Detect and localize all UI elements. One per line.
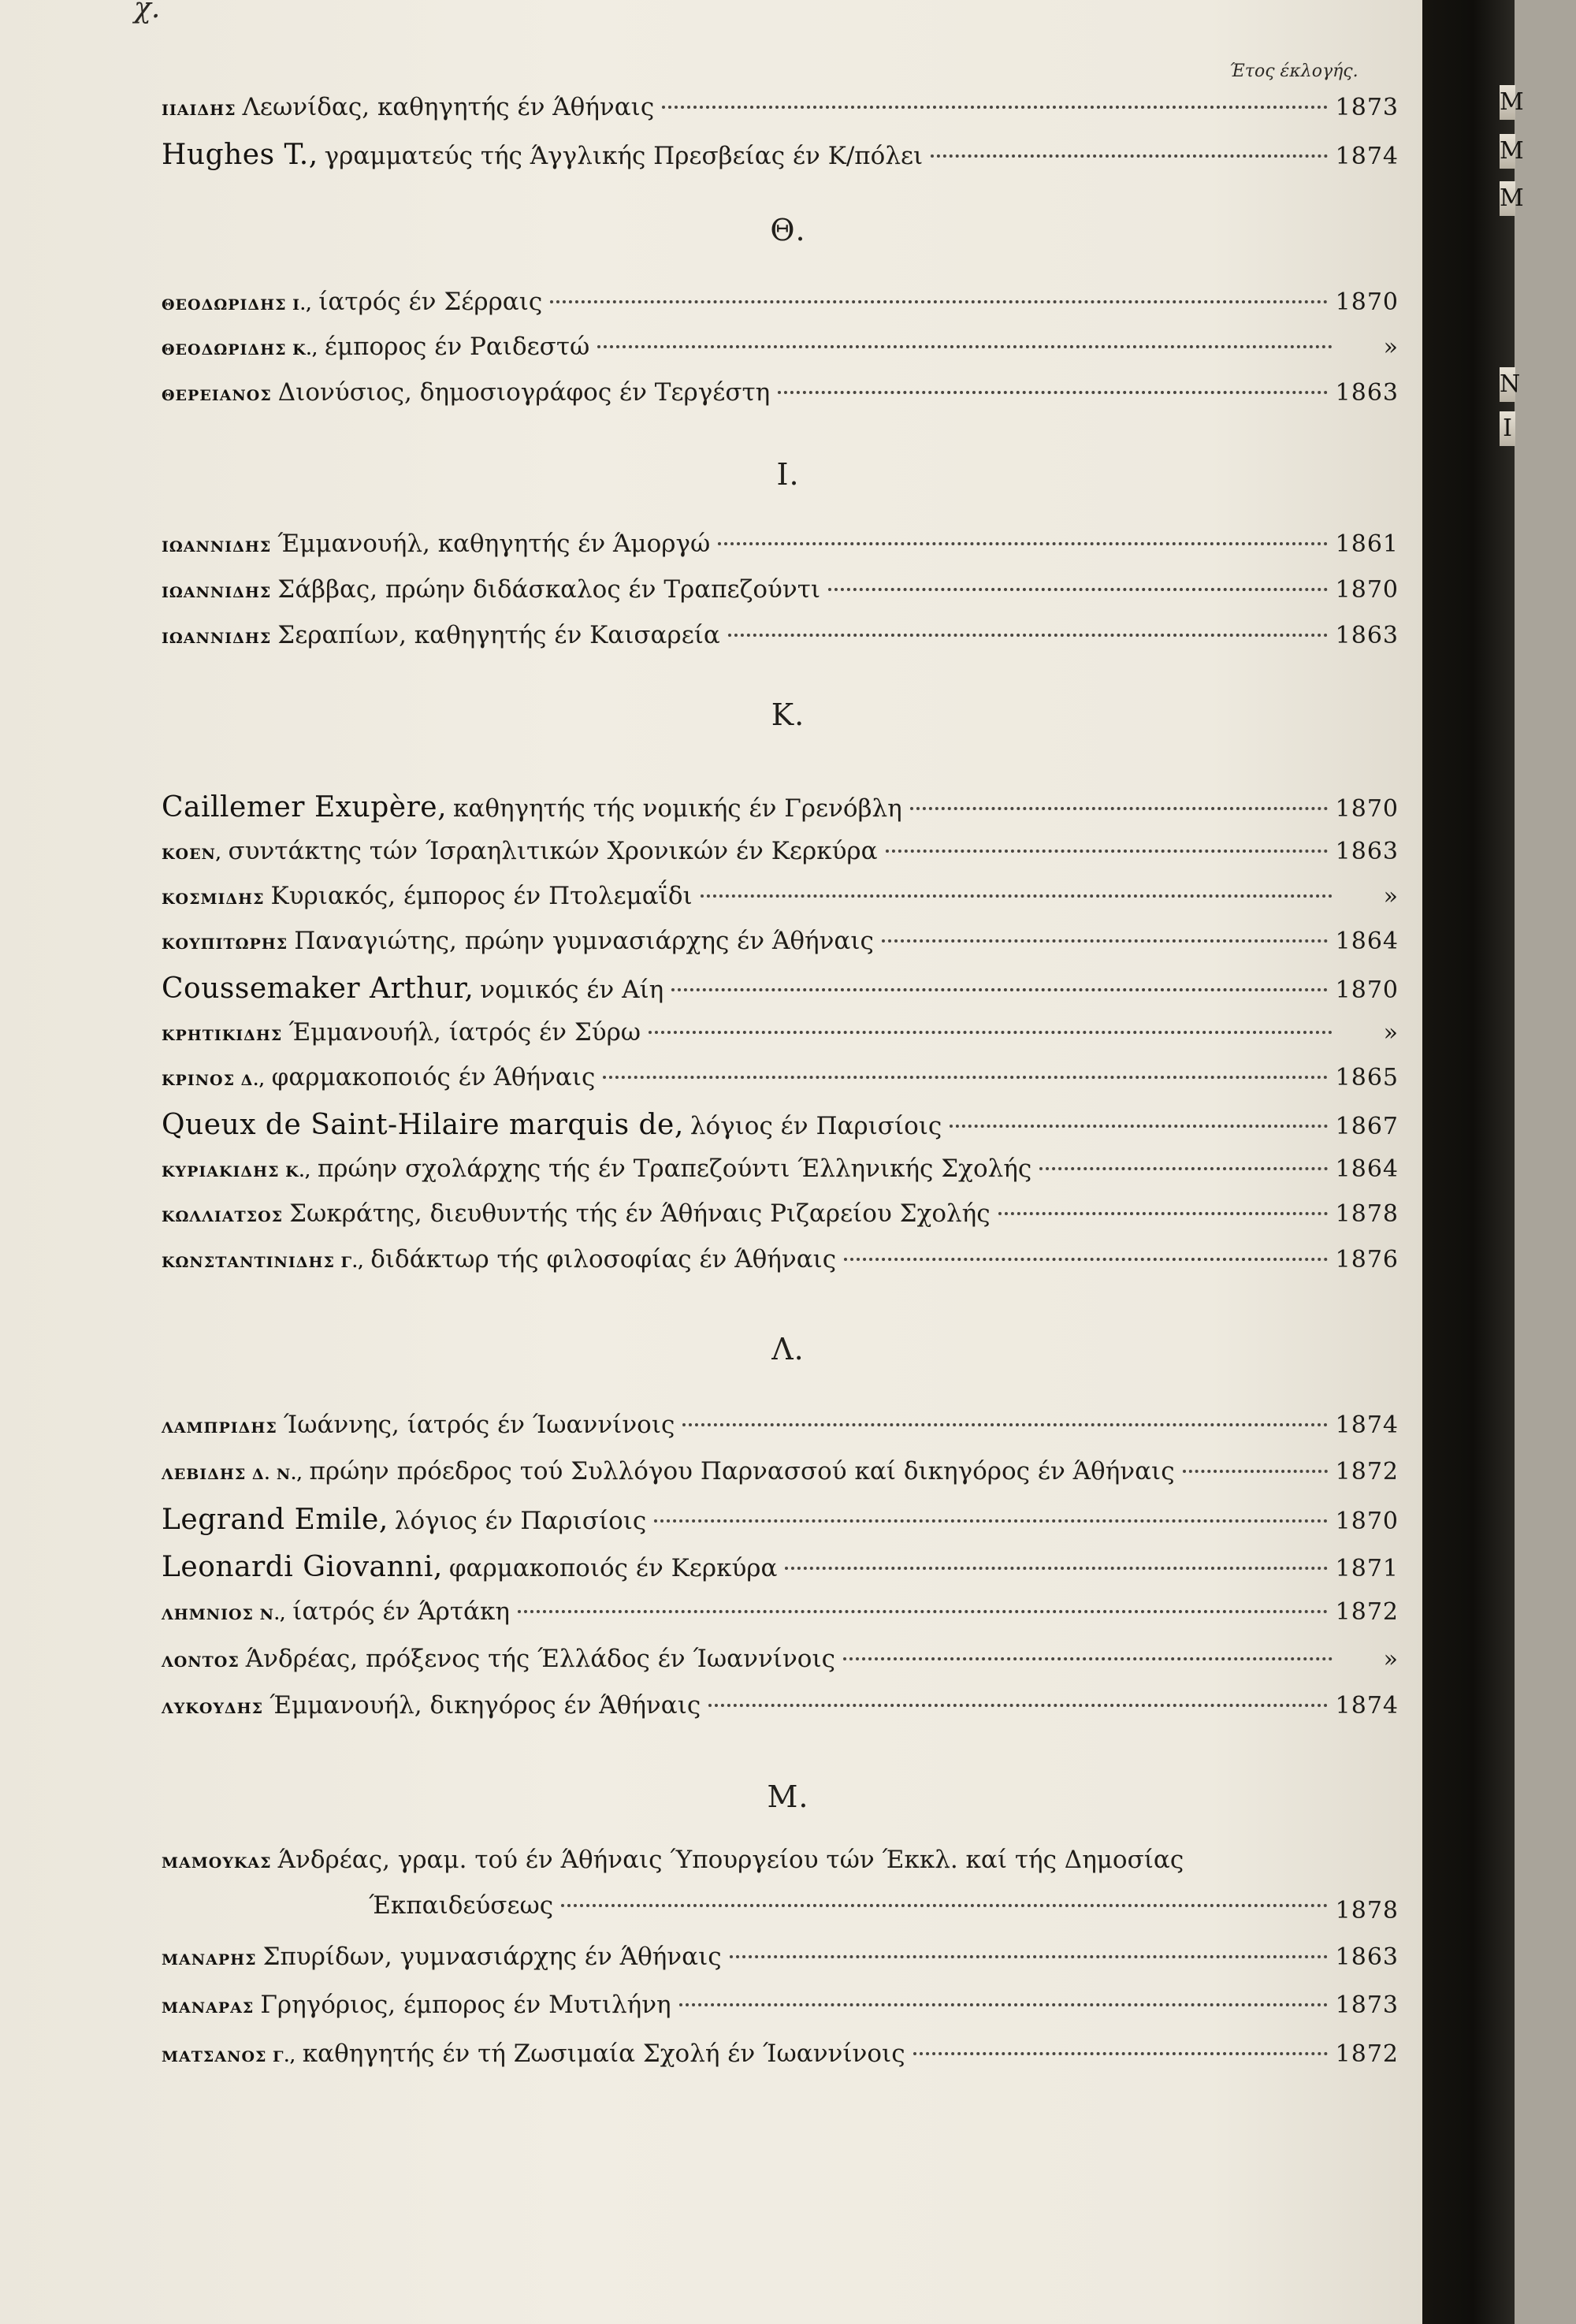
entry-surname: ΚΟΣΜΙΔΗΣ: [162, 891, 265, 908]
list-item: [162, 1597, 1399, 1642]
entry-year: 1870: [1335, 976, 1399, 1004]
dot-leader: [1183, 1469, 1328, 1473]
entry-description: Άνδρέας, πρόξενος τής Έλλάδος έν Ίωαννίνοις: [245, 1645, 835, 1673]
section-letter-theta: Θ.: [770, 213, 806, 247]
list-item: [162, 1063, 1399, 1107]
section-letter-iota: I.: [776, 457, 800, 492]
entry-description: Έμμανουήλ, καθηγητής έν Άμοργώ: [277, 530, 711, 558]
dot-leader: [679, 2002, 1328, 2006]
list-item: [162, 2040, 1399, 2084]
entry-description: Σπυρίδων, γυμνασιάρχης έν Άθήναις: [262, 1943, 722, 1971]
dot-leader: [998, 1211, 1328, 1215]
list-item: [162, 288, 1399, 332]
entry-surname: Legrand Emile,: [162, 1504, 388, 1536]
entry-description: Σάββας, πρώην διδάσκαλος έν Τραπεζούντι: [277, 575, 821, 604]
list-item: [162, 927, 1399, 971]
entry-description: Έμμανουήλ, ίατρός έν Σύρω: [288, 1018, 641, 1047]
bleed-letter: M: [1500, 181, 1515, 216]
entry-description: Διονύσιος, δημοσιογράφος έν Τεργέστη: [277, 378, 771, 407]
entry-surname: ΛΥΚΟΥΔΗΣ: [162, 1700, 264, 1717]
entry-year: 1870: [1335, 576, 1399, 604]
entry-description: νομικός έν Αίη: [480, 976, 664, 1004]
entry-surname: ΜΑΤΣΑΝΟΣ Γ.,: [162, 2048, 296, 2066]
corner-mark: χ.: [134, 0, 161, 24]
entry-surname: Caillemer Exupère,: [162, 791, 448, 824]
entry-description: καθηγητής τής νομικής έν Γρενόβλη: [453, 794, 902, 823]
dot-leader: [843, 1657, 1333, 1660]
list-item: [162, 139, 1399, 183]
column-header-year-of-election: Έτος έκλογής.: [1229, 61, 1359, 81]
entry-surname: Queux de Saint-Hilaire marquis de,: [162, 1109, 684, 1141]
entry-surname: ΙΩΑΝΝΙΔΗΣ: [162, 630, 272, 647]
entry-description: φαρμακοποιός έν Άθήναις: [271, 1063, 596, 1091]
entry-description: φαρμακοποιός έν Κερκύρα: [448, 1554, 778, 1582]
entry-surname: Leonardi Giovanni,: [162, 1551, 443, 1583]
bleed-letter: N: [1500, 367, 1515, 402]
entry-year: 1872: [1335, 1598, 1399, 1626]
dot-leader: [718, 541, 1327, 545]
entry-surname: ΛΟΝΤΟΣ: [162, 1653, 240, 1671]
list-item: [162, 1411, 1399, 1455]
list-item: [162, 1991, 1399, 2035]
entry-year: 1873: [1335, 1991, 1399, 2019]
dot-leader: [671, 987, 1327, 991]
list-item: [162, 1691, 1399, 1735]
entry-description: συντάκτης τών Ίσραηλιτικών Χρονικών έν Κερκύρα: [228, 837, 878, 865]
dot-leader: [931, 154, 1327, 158]
entry-description: ίατρός έν Άρτάκη: [292, 1597, 510, 1626]
entry-description: Έμμανουήλ, δικηγόρος έν Άθήναις: [269, 1691, 701, 1720]
list-item: [162, 791, 1399, 835]
dot-leader: [682, 1422, 1327, 1426]
entry-description: λόγιος έν Παρισίοις: [690, 1112, 942, 1140]
entry-year: 1871: [1335, 1555, 1399, 1582]
entry-year: »: [1383, 1019, 1399, 1047]
list-item: [162, 575, 1399, 619]
entry-year: 1874: [1335, 143, 1399, 170]
entry-surname: ΛΗΜΝΙΟΣ Ν.,: [162, 1606, 287, 1623]
entry-surname: Hughes T.,: [162, 139, 318, 171]
entry-description: ίατρός έν Σέρραις: [318, 288, 543, 316]
entry-surname: ΘΕΟΔΩΡΙΔΗΣ Κ.,: [162, 341, 318, 359]
dot-leader: [828, 587, 1328, 591]
dot-leader: [728, 633, 1328, 637]
list-item: [162, 1109, 1399, 1153]
entry-year: 1861: [1335, 530, 1399, 558]
dot-leader: [910, 806, 1328, 810]
entry-surname: ΘΕΟΔΩΡΙΔΗΣ Ι.,: [162, 296, 313, 314]
bleed-letter: M: [1500, 85, 1515, 120]
list-item: [162, 1018, 1399, 1062]
entry-year: 1872: [1335, 1458, 1399, 1486]
entry-year: 1874: [1335, 1411, 1399, 1439]
list-item: [162, 837, 1399, 881]
entry-surname: ΜΑΝΑΡΗΣ: [162, 1951, 257, 1969]
dot-leader: [844, 1257, 1327, 1261]
entry-year: 1878: [1335, 1897, 1399, 1924]
dot-leader: [708, 1703, 1327, 1707]
entry-surname: ΙΩΑΝΝΙΔΗΣ: [162, 584, 272, 601]
entry-description: Κυριακός, έμπορος έν Πτολεμαΐδι: [270, 882, 693, 910]
list-item: [162, 1943, 1399, 1987]
entry-surname: ΚΡΙΝΟΣ Δ.,: [162, 1072, 266, 1089]
list-item: [162, 1645, 1399, 1689]
entry-year: 1876: [1335, 1246, 1399, 1274]
entry-year: »: [1383, 1645, 1399, 1673]
entry-surname: ΛΑΜΠΡΙΔΗΣ: [162, 1419, 277, 1437]
entry-description: έμπορος έν Ραιδεστώ: [324, 333, 590, 361]
entry-description: Λεωνίδας, καθηγητής έν Άθήναις: [242, 93, 655, 121]
entry-surname: ΚΥΡΙΑΚΙΔΗΣ Κ.,: [162, 1163, 311, 1181]
entry-year: 1870: [1335, 795, 1399, 823]
list-item-continuation: [362, 1891, 1399, 1935]
entry-description: λόγιος έν Παρισίοις: [394, 1507, 647, 1535]
entry-description: γραμματεύς τής Άγγλικής Πρεσβείας έν Κ/πόλει: [324, 142, 924, 170]
dot-leader: [654, 1519, 1327, 1523]
dot-leader: [701, 894, 1333, 898]
dot-leader: [778, 390, 1327, 394]
entry-year: 1863: [1335, 622, 1399, 649]
list-item: [162, 530, 1399, 574]
entry-surname: ΙΩΑΝΝΙΔΗΣ: [162, 538, 272, 556]
entry-surname: ΛΕΒΙΔΗΣ Δ. Ν.,: [162, 1466, 303, 1483]
entry-description: πρώην πρόεδρος τού Συλλόγου Παρνασσού καί δικηγόρος έν Άθήναις: [309, 1457, 1175, 1486]
entry-surname: ΚΩΝΣΤΑΝΤΙΝΙΔΗΣ Γ.,: [162, 1254, 365, 1271]
entry-year: »: [1383, 333, 1399, 361]
dot-leader: [597, 344, 1333, 348]
entry-year: 1867: [1335, 1113, 1399, 1140]
list-item: [162, 1155, 1399, 1199]
entry-year: 1870: [1335, 1508, 1399, 1535]
list-item: [162, 93, 1399, 137]
section-letter-mu: M.: [767, 1779, 809, 1814]
list-item: [162, 882, 1399, 926]
list-item: [162, 1245, 1399, 1289]
entry-surname: ΚΡΗΤΙΚΙΔΗΣ: [162, 1027, 283, 1044]
list-item: [162, 1504, 1399, 1548]
dot-leader: [662, 105, 1327, 109]
entry-year: 1864: [1335, 928, 1399, 955]
entry-year: 1863: [1335, 838, 1399, 865]
section-letter-lambda: Λ.: [771, 1332, 805, 1367]
entry-year: 1874: [1335, 1692, 1399, 1720]
entry-description-continuation: Έκπαιδεύσεως: [369, 1891, 554, 1920]
list-item: [162, 621, 1399, 665]
list-item: [162, 1846, 1399, 1890]
dot-leader: [603, 1075, 1327, 1079]
entry-year: 1873: [1335, 94, 1399, 121]
list-item: [162, 972, 1399, 1017]
dot-leader: [886, 849, 1328, 853]
entry-surname: ΘΕΡΕΙΑΝΟΣ: [162, 387, 272, 404]
entry-year: 1863: [1335, 379, 1399, 407]
entry-surname: ΜΑΝΑΡΑΣ: [162, 1999, 255, 2017]
entry-year: 1865: [1335, 1064, 1399, 1091]
dot-leader: [550, 299, 1327, 303]
entry-year: 1872: [1335, 2040, 1399, 2068]
entry-year: »: [1383, 883, 1399, 910]
entry-surname: ΜΑΜΟΥΚΑΣ: [162, 1854, 272, 1872]
entry-surname: ΚΟΕΝ,: [162, 846, 222, 863]
dot-leader: [518, 1609, 1328, 1613]
dot-leader: [950, 1124, 1327, 1128]
dot-leader: [649, 1030, 1333, 1034]
entry-description: Ίωάννης, ίατρός έν Ίωαννίνοις: [283, 1411, 675, 1439]
entry-surname: ΙΙΑΙΔΗΣ: [162, 102, 236, 119]
dot-leader: [730, 1954, 1328, 1958]
list-item: [162, 1551, 1399, 1595]
entry-year: 1878: [1335, 1200, 1399, 1228]
entry-surname: Coussemaker Arthur,: [162, 972, 474, 1005]
book-spine-gutter: [1422, 0, 1524, 2324]
entry-description: καθηγητής έν τή Ζωσιμαία Σχολή έν Ίωαννίνοις: [302, 2040, 905, 2068]
entry-description: Γρηγόριος, έμπορος έν Μυτιλήνη: [260, 1991, 671, 2019]
entry-year: 1864: [1335, 1155, 1399, 1183]
entry-description: πρώην σχολάρχης τής έν Τραπεζούντι Έλληνικής Σχολής: [317, 1155, 1032, 1183]
entry-description: Παναγιώτης, πρώην γυμνασιάρχης έν Άθήναις: [294, 927, 874, 955]
entry-description: Σωκράτης, διευθυντής τής έν Άθήναις Ριζαρείου Σχολής: [289, 1199, 991, 1228]
entry-year: 1870: [1335, 288, 1399, 316]
dot-leader: [1039, 1166, 1327, 1170]
entry-surname: ΚΟΥΠΙΤΩΡΗΣ: [162, 935, 288, 953]
entry-year: 1863: [1335, 1943, 1399, 1971]
dot-leader: [882, 939, 1328, 943]
entry-description: διδάκτωρ τής φιλοσοφίας έν Άθήναις: [370, 1245, 837, 1274]
entry-surname: ΚΩΛΛΙΑΤΣΟΣ: [162, 1208, 284, 1225]
dot-leader: [785, 1566, 1327, 1570]
section-letter-kappa: K.: [771, 697, 805, 732]
list-item: [162, 378, 1399, 422]
list-item: [162, 1199, 1399, 1244]
entry-description: Άνδρέας, γραμ. τού έν Άθήναις Ύπουργείου τών Έκκλ. καί τής Δημοσίας: [277, 1846, 1184, 1874]
dot-leader: [561, 1903, 1327, 1907]
dot-leader: [913, 2051, 1328, 2055]
bleed-letter: M: [1500, 134, 1515, 169]
list-item: [162, 1457, 1399, 1501]
bleed-letter: I: [1500, 411, 1515, 446]
list-item: [162, 333, 1399, 377]
entry-description: Σεραπίων, καθηγητής έν Καισαρεία: [277, 621, 720, 649]
